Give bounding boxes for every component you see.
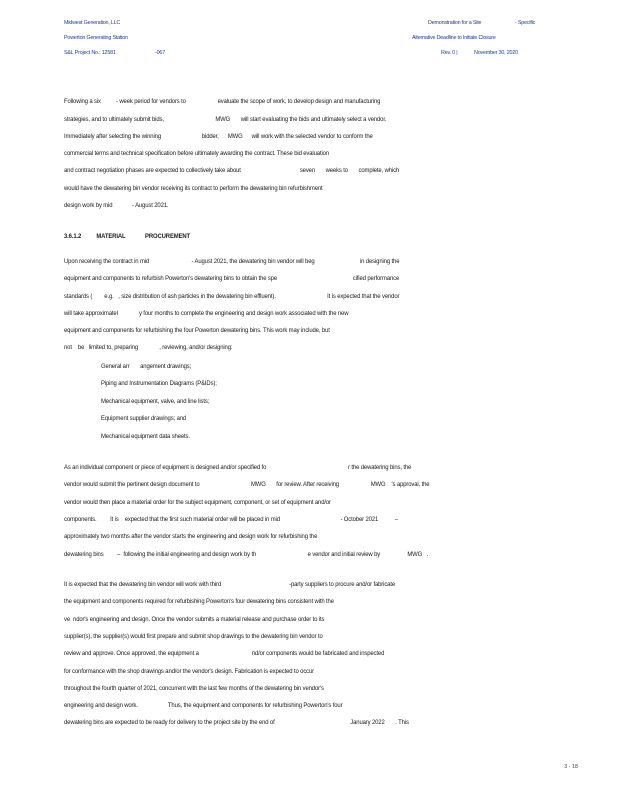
header-doc-title-suffix: - Specific xyxy=(515,20,536,26)
p2-line: will take approximatel y four months to complete the engineering and design work associated with the new xyxy=(64,310,349,317)
p3-line: components. It is expected that the first such material order will be placed in mid - October 2021 – xyxy=(64,516,398,523)
p4-line: review and approve. Once approved, the equipment a nd/or components would be fabricated and inspected xyxy=(64,650,385,657)
p4-line: the equipment and components required for refurbishing Powerton's four dewatering bins consistent with the xyxy=(64,598,334,605)
p4-line: ve ndor's engineering and design. Once the vendor submits a material release and purchase order to its xyxy=(64,616,325,623)
p2-line: Upon receiving the contract in mid - August 2021, the dewatering bin vendor will beg in designing the xyxy=(64,258,400,265)
p3-line: approximately two months after the vendor starts the engineering and design work for refurbishing the xyxy=(64,533,318,540)
p1-line: commercial terms and technical specification before ultimately awarding the contract. These bid evaluation xyxy=(64,150,329,157)
p3-line: dewatering bins – following the initial engineering and design work by th e vendor and initial review by MWG . xyxy=(64,551,429,558)
p2-line: equipment and components for refurbishing the four Powerton dewatering bins. This work may include, but xyxy=(64,327,330,334)
p4-line: It is expected that the dewatering bin vendor will work with third -party suppliers to procure and/or fabricate xyxy=(64,581,396,588)
header-project-suffix: -067 xyxy=(155,50,165,56)
header-company: Midwest Generation, LLC xyxy=(64,20,121,26)
p3-line: vendor would then place a material order for the subject equipment, component, or set of equipment and/or xyxy=(64,499,331,506)
p1-line: design work by mid - August 2021. xyxy=(64,202,169,209)
header-doc-title: Demonstration for a Site xyxy=(428,20,482,26)
p1-line: would have the dewatering bin vendor receiving its contract to perform the dewatering bin refurbishment xyxy=(64,185,323,192)
p1-line: strategies, and to ultimately submit bids, MWG will start evaluating the bids and ultimately select a vendor. xyxy=(64,116,387,123)
section-heading: 3.6.1.2 MATERIAL PROCUREMENT xyxy=(64,233,191,240)
p3-line: vendor would submit the pertinent design document to MWG for review. After receiving MWG 's approval, the xyxy=(64,481,430,488)
p2-line: not be limited to, preparing , reviewing, and/or designing: xyxy=(64,344,233,351)
p1-line: Following a six - week period for vendors to evaluate the scope of work, to develop design and manufacturing xyxy=(64,98,381,105)
p1-line: Immediately after selecting the winning bidder, MWG will work with the selected vendor to conform the xyxy=(64,133,373,140)
p2-line: standards ( e.g. , size distribution of ash particles in the dewatering bin effluent). It is expected that the vendor xyxy=(64,293,400,300)
p4-line: dewatering bins are expected to be ready for delivery to the project site by the end of January 2022 . This xyxy=(64,719,409,726)
p4-line: throughout the fourth quarter of 2021, concurrent with the last few months of the dewatering bin vendor's xyxy=(64,685,324,692)
p3-line: As an individual component or piece of equipment is designed and/or specified fo r the dewatering bins, the xyxy=(64,464,412,471)
p4-line: engineering and design work. Thus, the equipment and components for refurbishing Powerton's four xyxy=(64,702,343,709)
bullet-item: Mechanical equipment data sheets. xyxy=(101,433,190,440)
p2-line: equipment and components to refurbish Powerton's dewatering bins to obtain the spe cified performance xyxy=(64,275,400,282)
p4-line: for conformance with the shop drawings and/or the vendor's design. Fabrication is expected to occur xyxy=(64,668,315,675)
header-project-no: S&L Project No.: 12581 xyxy=(64,50,116,56)
header-doc-subtitle: Alternative Deadline to Initiate Closure xyxy=(412,35,496,41)
p4-line: supplier(s), the supplier(s) would first prepare and submit shop drawings to the dewatering bin vendor to xyxy=(64,633,323,640)
bullet-item: Piping and Instrumentation Diagrams (P&IDs); xyxy=(101,380,217,387)
page-number: 3 - 18 xyxy=(564,764,578,770)
header-station: Powerton Generating Station xyxy=(64,35,128,41)
p1-line: and contract negotiation phases are expected to collectively take about seven weeks to complete, which xyxy=(64,167,400,174)
header-rev: Rev. 0 | xyxy=(441,50,458,56)
bullet-item: Mechanical equipment, valve, and line lists; xyxy=(101,398,210,405)
header-date: November 30, 2020 xyxy=(474,50,518,56)
bullet-item: Equipment supplier drawings; and xyxy=(101,415,187,422)
bullet-item: General arr angement drawings; xyxy=(101,363,192,370)
